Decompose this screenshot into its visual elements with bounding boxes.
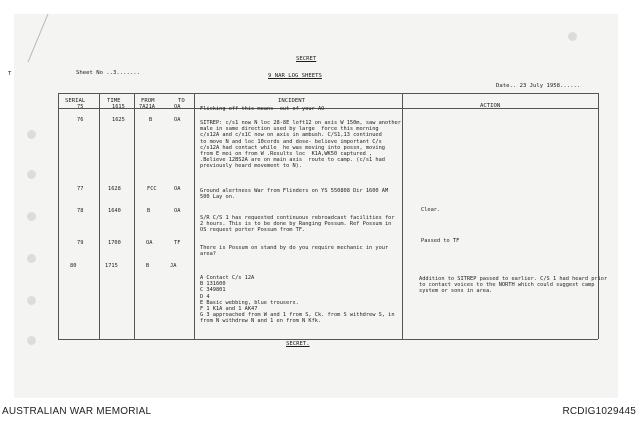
row-serial: 76 [77, 117, 84, 123]
header-serial: SERIAL [65, 98, 86, 104]
binder-hole [27, 130, 36, 139]
row-from: B [149, 117, 153, 123]
header-time: TIME [107, 98, 121, 104]
row-incident: There is Possum on stand by do you require mechanic in your area? [200, 245, 389, 258]
footer-archive-name: AUSTRALIAN WAR MEMORIAL [2, 406, 152, 417]
classification-top: SECRET [296, 56, 317, 62]
row-serial: 79 [77, 240, 84, 246]
table-left-border [58, 93, 59, 339]
binder-hole [27, 296, 36, 305]
row-serial: 78 [77, 208, 84, 214]
log-title: 9 NAR LOG SHEETS [268, 73, 322, 79]
row-to: OA [174, 104, 181, 110]
row-time: 1628 [108, 186, 121, 192]
header-to: TO [178, 98, 185, 104]
binder-hole [27, 336, 36, 345]
row-from: B [146, 263, 150, 269]
row-to: OA [174, 117, 181, 123]
row-action: Addition to SITREP passed to earlier. C/S 1 had heard prior to contact voices to the NORTH which could suggest camp system or sons in area. [419, 276, 608, 295]
row-from: FCC [147, 186, 157, 192]
col-divider-from-to [194, 93, 195, 339]
row-incident: A Contact C/s 12A B 131600 C 349801 D 4 E Basic webbing, blue trousers. F 1 K1A and 1 AK47 G 3 approached from W and 1 from S, Ck. from S withdrew S, in from N withdrew N and 1 en from N Kfk. [200, 275, 395, 325]
row-serial: 80 [70, 263, 77, 269]
row-serial: 77 [77, 186, 84, 192]
log-date: Date.. 23 July 1958...... [496, 83, 581, 89]
row-incident: S/R C/S 1 has requested continuous rebroadcast facilities for 2 hours. This is to be done by Ranging Possum. Ref Possum in OS request porter Possum from TF. [200, 215, 395, 234]
col-divider-serial [99, 93, 100, 339]
row-time: 1625 [112, 117, 125, 123]
binder-hole [27, 254, 36, 263]
corner-fold [20, 14, 60, 64]
row-to: TF [174, 240, 181, 246]
col-divider-incident [402, 93, 403, 339]
margin-mark: T [8, 71, 12, 77]
row-time: 1700 [108, 240, 121, 246]
table-bottom-border [58, 339, 598, 340]
classification-bottom: SECRET. [286, 341, 310, 347]
row-to: OA [174, 186, 181, 192]
row-incident: SITREP: c/s1 now N loc 28-8E loft12 on axis W 150m, saw another male in same direction used by large force this morning c/s12A and c/s1C now on axis in ambush. C/S1,13 continued to move N and loc 10cords and dose- believe important C/s c/s12A had contact while he was moving into possn, moving from E moi on from W .Results loc K1A,WK50 captured , .Believe 12BS2A are on main axis route to camp. (c/s1 had previously heard movement to N). [200, 120, 401, 170]
row-to: OA [174, 208, 181, 214]
header-incident: INCIDENT [278, 98, 305, 104]
binder-hole [27, 212, 36, 221]
row-time: 1640 [108, 208, 121, 214]
table-right-border [598, 93, 599, 339]
header-from: FROM [141, 98, 155, 104]
row-action: Clear. [421, 207, 441, 213]
row-serial: 75 [77, 104, 84, 110]
row-action: Passed to TF [421, 238, 460, 244]
col-divider-time [134, 93, 135, 339]
row-from: OA [146, 240, 153, 246]
row-from: B [147, 208, 151, 214]
row-from: 7A21A [139, 104, 155, 110]
header-action: ACTION [480, 103, 501, 109]
row-incident: Ground alertness War from Flinders on YS 550808 Dir 1600 AM 500 Lay on. [200, 188, 389, 201]
row-time: 1615 [112, 104, 125, 110]
table-top-border [58, 93, 598, 94]
binder-hole [568, 32, 577, 41]
row-time: 1715 [105, 263, 118, 269]
sheet-number: Sheet No ..3....... [76, 70, 140, 76]
footer-record-id: RCDIG1029445 [562, 406, 636, 417]
row-incident: Flicking off this means- out of your AO [200, 106, 325, 112]
row-to: JA [170, 263, 177, 269]
binder-hole [27, 170, 36, 179]
